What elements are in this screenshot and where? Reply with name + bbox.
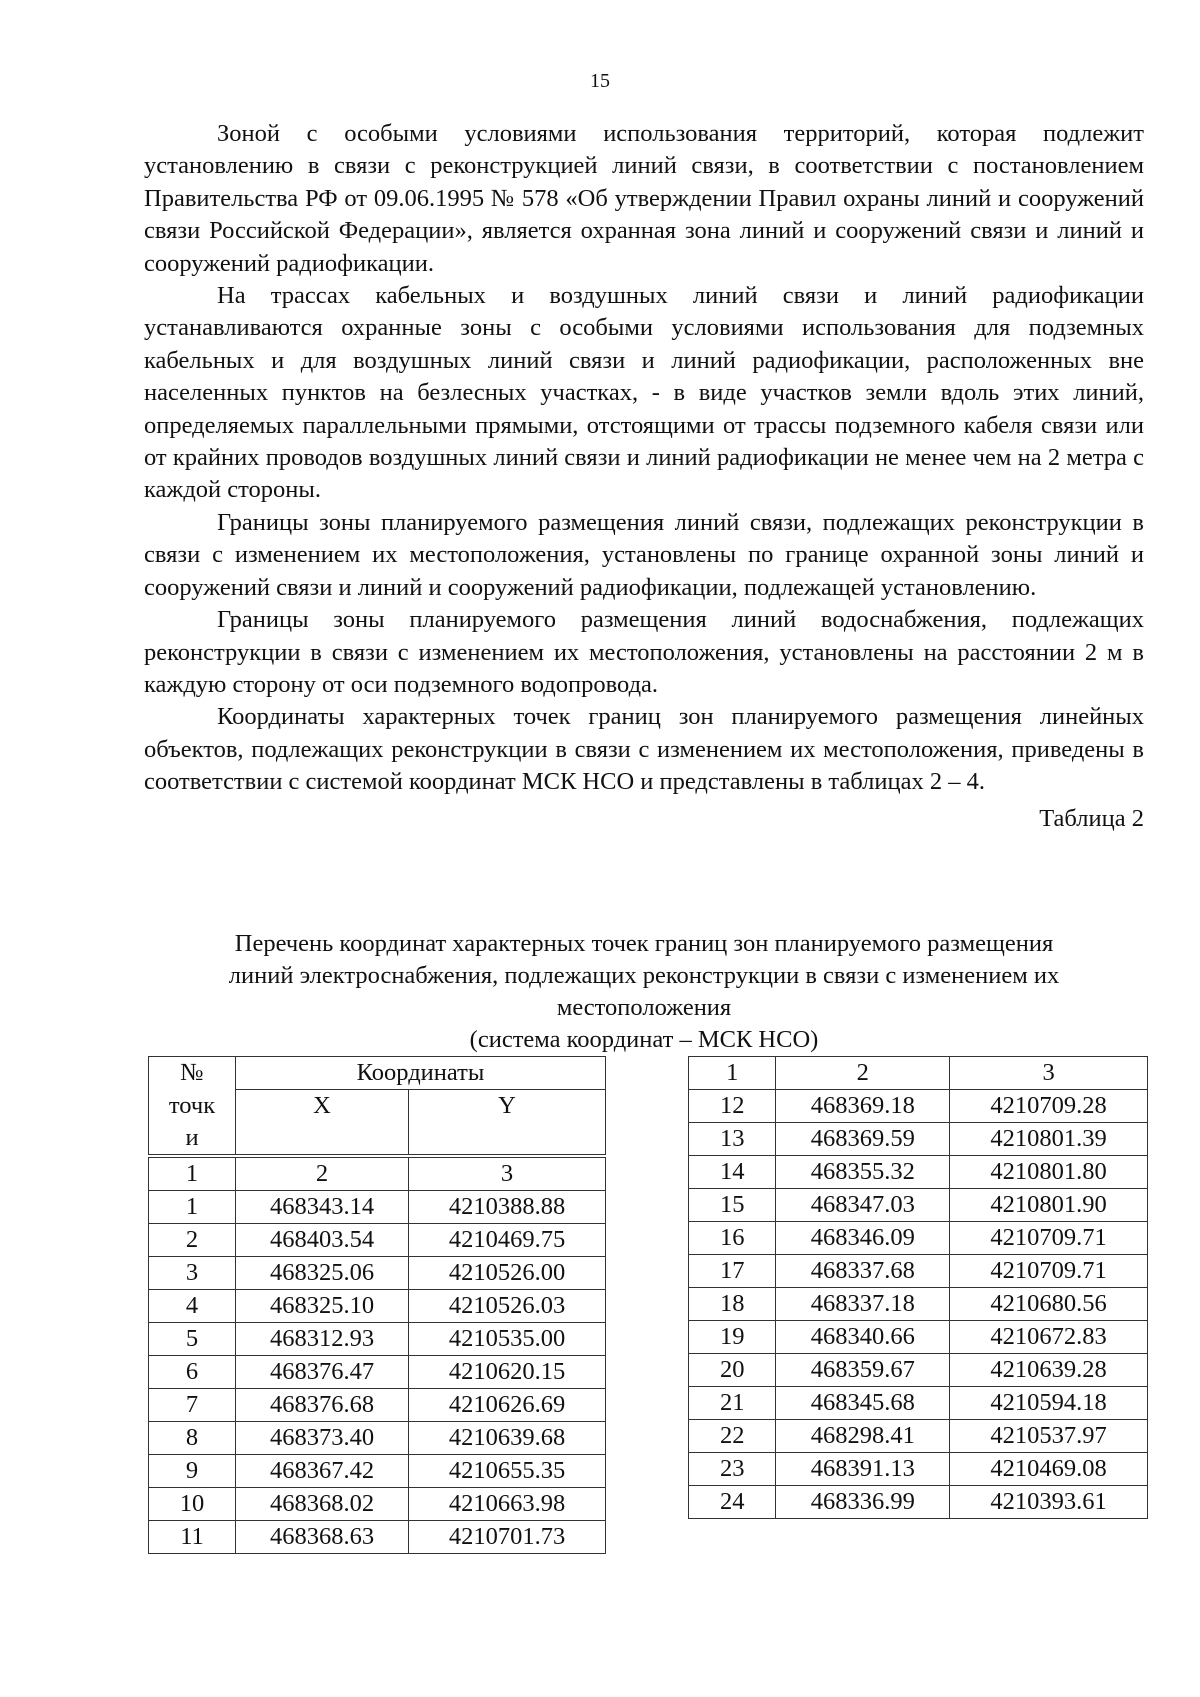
x-coordinate-cell: 468340.66 <box>776 1321 950 1354</box>
point-number-cell: 17 <box>689 1255 776 1288</box>
x-coordinate-cell: 468391.13 <box>776 1453 950 1486</box>
y-coordinate-cell: 4210709.28 <box>950 1090 1148 1123</box>
point-number-cell: 4 <box>149 1289 236 1322</box>
y-coordinate-cell: 4210680.56 <box>950 1288 1148 1321</box>
point-number-cell: 23 <box>689 1453 776 1486</box>
y-coordinate-cell: 4210701.73 <box>409 1520 606 1553</box>
table-column-index-row <box>149 1157 606 1190</box>
table-row <box>149 1322 606 1355</box>
table-row <box>689 1486 1148 1519</box>
x-coordinate-cell: 468298.41 <box>776 1420 950 1453</box>
table-title-line: линий электроснабжения, подлежащих реконструкции в связи с изменением их <box>228 962 1060 989</box>
x-coordinate-cell: 468376.47 <box>236 1355 409 1388</box>
table-row <box>689 1453 1148 1486</box>
y-coordinate-cell: 4210655.35 <box>409 1454 606 1487</box>
point-number-cell: 19 <box>689 1321 776 1354</box>
table-row <box>149 1355 606 1388</box>
x-coordinate-cell: 468336.99 <box>776 1486 950 1519</box>
table-label: Таблица 2 <box>1039 804 1144 832</box>
point-number-cell: 22 <box>689 1420 776 1453</box>
paragraph: Границы зоны планируемого размещения линий связи, подлежащих реконструкции в связи с изменением их местоположения, установлены по границе охранной зоны линий и сооружений связи и линий и сооружений радиофикации, подлежащей установлению. <box>144 508 1144 601</box>
table-row <box>149 1190 606 1223</box>
x-coordinate-cell: 468369.18 <box>776 1090 950 1123</box>
table-row <box>149 1520 606 1553</box>
point-number-cell: 20 <box>689 1354 776 1387</box>
header-number-cell: точк <box>149 1090 236 1122</box>
y-coordinate-cell: 4210639.28 <box>950 1354 1148 1387</box>
paragraph: Зоной с особыми условиями использования территорий, которая подлежит установлению в связи с реконструкцией линий связи, в соответствии с постановлением Правительства РФ от 09.06.1995 № 578 «Об утверждении Правил охраны линий и сооружений связи Российской Федерации», является охранная зона линий и сооружений связи и линий и сооружений радиофикации. <box>144 120 1144 277</box>
column-index-cell: 2 <box>776 1057 950 1090</box>
point-number-cell: 7 <box>149 1388 236 1421</box>
x-coordinate-cell: 468337.68 <box>776 1255 950 1288</box>
column-index-cell: 1 <box>149 1157 236 1190</box>
point-number-cell: 15 <box>689 1189 776 1222</box>
point-number-cell: 24 <box>689 1486 776 1519</box>
y-coordinate-cell: 4210620.15 <box>409 1355 606 1388</box>
table-row <box>689 1090 1148 1123</box>
x-coordinate-cell: 468368.63 <box>236 1520 409 1553</box>
y-coordinate-cell: 4210672.83 <box>950 1321 1148 1354</box>
column-index-cell: 2 <box>236 1157 409 1190</box>
point-number-cell: 8 <box>149 1421 236 1454</box>
point-number-cell: 14 <box>689 1156 776 1189</box>
y-coordinate-cell: 4210663.98 <box>409 1487 606 1520</box>
table-row <box>149 1256 606 1289</box>
y-coordinate-cell: 4210801.39 <box>950 1123 1148 1156</box>
x-coordinate-cell: 468325.06 <box>236 1256 409 1289</box>
point-number-cell: 13 <box>689 1123 776 1156</box>
table-header-row <box>149 1090 606 1122</box>
y-coordinate-cell: 4210709.71 <box>950 1222 1148 1255</box>
x-coordinate-cell: 468325.10 <box>236 1289 409 1322</box>
table-column-index-row <box>689 1057 1148 1090</box>
table-row <box>689 1123 1148 1156</box>
point-number-cell: 12 <box>689 1090 776 1123</box>
y-coordinate-cell: 4210801.90 <box>950 1189 1148 1222</box>
point-number-cell: 2 <box>149 1223 236 1256</box>
table-row <box>689 1420 1148 1453</box>
header-x-cell: X <box>236 1090 409 1155</box>
y-coordinate-cell: 4210393.61 <box>950 1486 1148 1519</box>
table-row <box>149 1388 606 1421</box>
table-row <box>689 1321 1148 1354</box>
y-coordinate-cell: 4210388.88 <box>409 1190 606 1223</box>
column-index-cell: 1 <box>689 1057 776 1090</box>
x-coordinate-cell: 468359.67 <box>776 1354 950 1387</box>
header-number-cell: и <box>149 1122 236 1155</box>
y-coordinate-cell: 4210537.97 <box>950 1420 1148 1453</box>
point-number-cell: 21 <box>689 1387 776 1420</box>
table-row <box>149 1223 606 1256</box>
y-coordinate-cell: 4210535.00 <box>409 1322 606 1355</box>
point-number-cell: 5 <box>149 1322 236 1355</box>
x-coordinate-cell: 468312.93 <box>236 1322 409 1355</box>
x-coordinate-cell: 468345.68 <box>776 1387 950 1420</box>
paragraph: На трассах кабельных и воздушных линий связи и линий радиофикации устанавливаются охранные зоны с особыми условиями использования для подземных кабельных и для воздушных линий связи и линий радиофикации, расположенных вне населенных пунктов на безлесных участках, - в виде участков земли вдоль этих линий, определяемых параллельными прямыми, отстоящими от трассы подземного кабеля связи или от крайних проводов воздушных линий связи и линий радиофикации не менее чем на 2 метра с каждой стороны. <box>144 282 1144 504</box>
paragraph: Координаты характерных точек границ зон планируемого размещения линейных объектов, подлежащих реконструкции в связи с изменением их местоположения, приведены в соответствии с системой координат МСК НСО и представлены в таблицах 2 – 4. <box>144 703 1144 796</box>
x-coordinate-cell: 468368.02 <box>236 1487 409 1520</box>
y-coordinate-cell: 4210594.18 <box>950 1387 1148 1420</box>
column-index-cell: 3 <box>409 1157 606 1190</box>
x-coordinate-cell: 468369.59 <box>776 1123 950 1156</box>
table-title-line: (система координат – МСК НСО) <box>469 1026 819 1053</box>
x-coordinate-cell: 468403.54 <box>236 1223 409 1256</box>
table-row <box>689 1222 1148 1255</box>
table-row <box>689 1288 1148 1321</box>
table-row <box>149 1421 606 1454</box>
header-number-cell: № <box>149 1057 236 1090</box>
table-title-line: Перечень координат характерных точек границ зон планируемого размещения <box>234 930 1054 957</box>
x-coordinate-cell: 468337.18 <box>776 1288 950 1321</box>
y-coordinate-cell: 4210801.80 <box>950 1156 1148 1189</box>
header-y-cell: Y <box>409 1090 606 1155</box>
table-title-line: местоположения <box>556 994 732 1021</box>
table-header-row <box>149 1057 606 1090</box>
page-number: 15 <box>590 70 610 92</box>
paragraph: Границы зоны планируемого размещения линий водоснабжения, подлежащих реконструкции в связи с изменением их местоположения, установлены на расстоянии 2 м в каждую сторону от оси подземного водопровода. <box>144 606 1144 698</box>
point-number-cell: 11 <box>149 1520 236 1553</box>
coordinates-table-right <box>688 1056 1148 1519</box>
coordinates-table-left <box>148 1056 606 1554</box>
y-coordinate-cell: 4210469.75 <box>409 1223 606 1256</box>
point-number-cell: 3 <box>149 1256 236 1289</box>
x-coordinate-cell: 468346.09 <box>776 1222 950 1255</box>
y-coordinate-cell: 4210639.68 <box>409 1421 606 1454</box>
x-coordinate-cell: 468376.68 <box>236 1388 409 1421</box>
y-coordinate-cell: 4210709.71 <box>950 1255 1148 1288</box>
point-number-cell: 9 <box>149 1454 236 1487</box>
x-coordinate-cell: 468367.42 <box>236 1454 409 1487</box>
x-coordinate-cell: 468343.14 <box>236 1190 409 1223</box>
x-coordinate-cell: 468373.40 <box>236 1421 409 1454</box>
table-row <box>689 1189 1148 1222</box>
table-row <box>689 1156 1148 1189</box>
y-coordinate-cell: 4210526.00 <box>409 1256 606 1289</box>
table-row <box>689 1387 1148 1420</box>
x-coordinate-cell: 468355.32 <box>776 1156 950 1189</box>
table-row <box>149 1289 606 1322</box>
point-number-cell: 1 <box>149 1190 236 1223</box>
point-number-cell: 6 <box>149 1355 236 1388</box>
y-coordinate-cell: 4210526.03 <box>409 1289 606 1322</box>
point-number-cell: 10 <box>149 1487 236 1520</box>
x-coordinate-cell: 468347.03 <box>776 1189 950 1222</box>
table-row <box>149 1487 606 1520</box>
header-coordinates-cell: Координаты <box>236 1057 606 1090</box>
table-row <box>149 1454 606 1487</box>
body-text <box>144 118 1144 835</box>
table-title <box>144 928 1144 1056</box>
column-index-cell: 3 <box>950 1057 1148 1090</box>
y-coordinate-cell: 4210626.69 <box>409 1388 606 1421</box>
y-coordinate-cell: 4210469.08 <box>950 1453 1148 1486</box>
point-number-cell: 16 <box>689 1222 776 1255</box>
table-row <box>689 1255 1148 1288</box>
table-row <box>689 1354 1148 1387</box>
point-number-cell: 18 <box>689 1288 776 1321</box>
